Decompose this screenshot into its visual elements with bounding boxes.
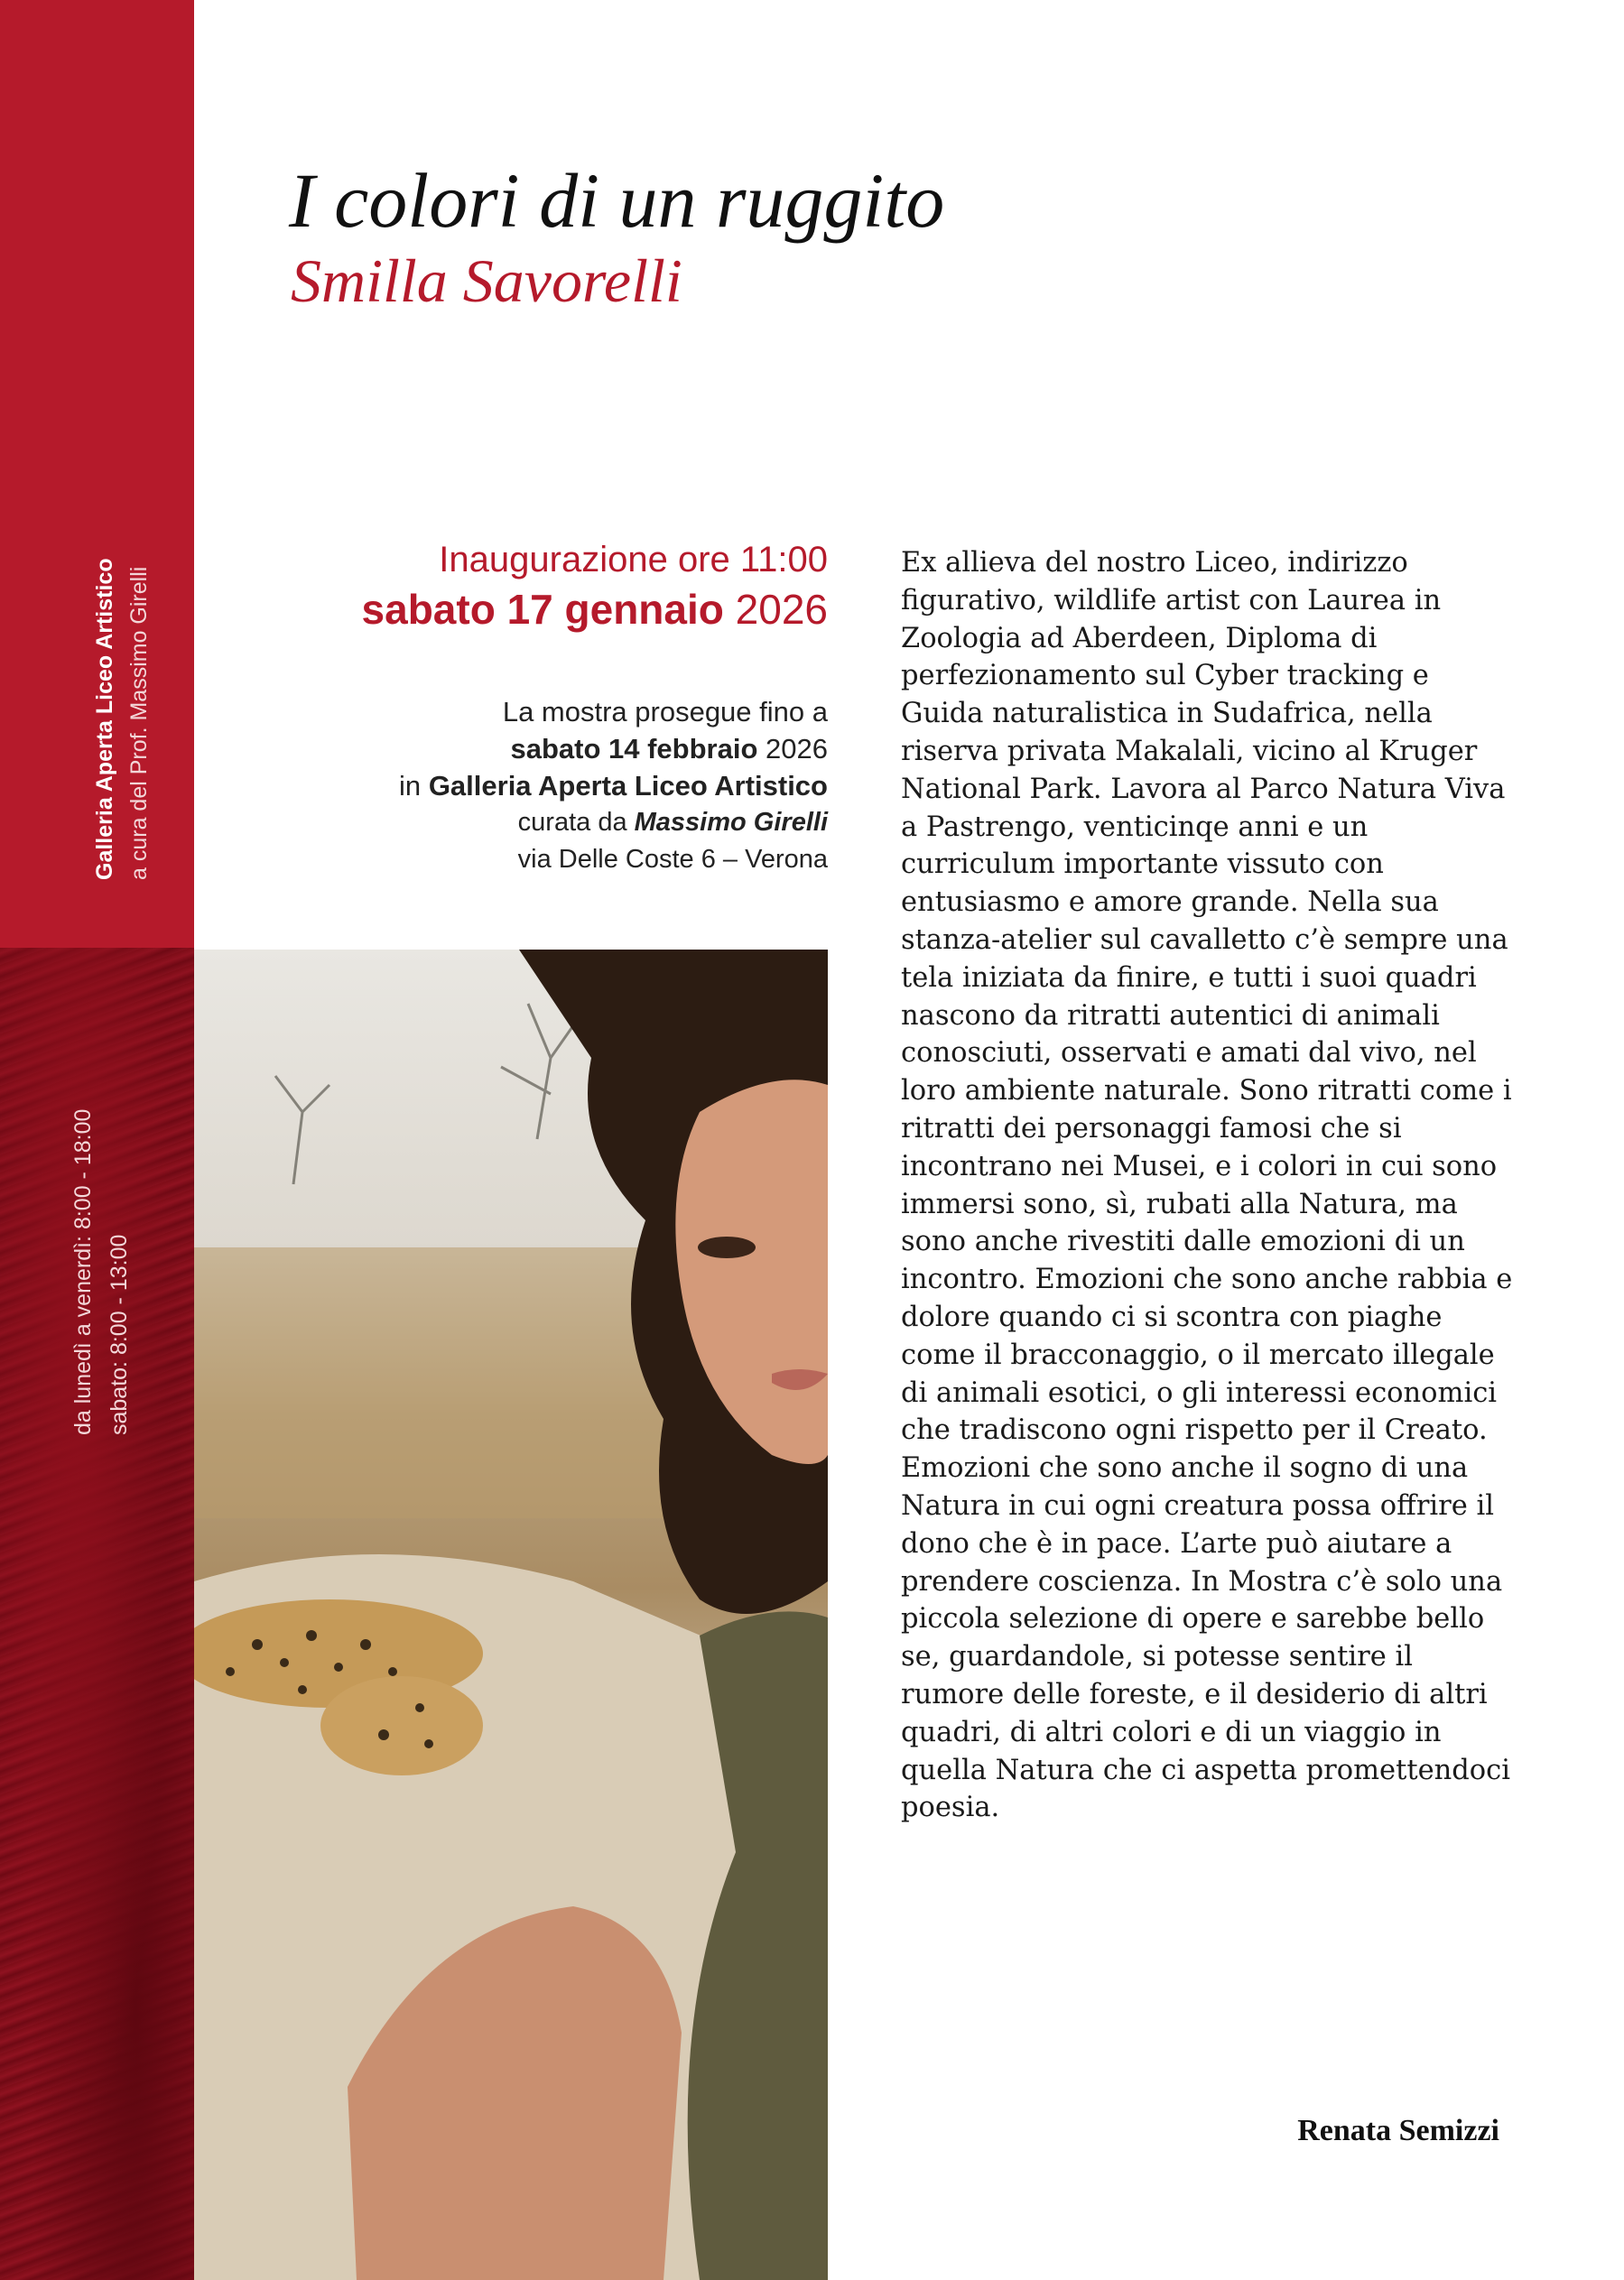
- closing-date: [510, 730, 828, 767]
- opening-time: Inaugurazione ore 11:00: [439, 540, 828, 579]
- continuation-intro: La mostra prosegue fino a: [502, 696, 828, 728]
- venue-line: [399, 767, 828, 804]
- venue-address: via Delle Coste 6 – Verona: [517, 845, 828, 874]
- opening-year: 2026: [735, 586, 828, 633]
- closing-year: 2026: [766, 733, 828, 765]
- closing-date-bold: sabato 14 febbraio: [510, 733, 758, 765]
- artist-name: Smilla Savorelli: [291, 246, 682, 315]
- author-signature: Renata Semizzi: [1297, 2114, 1499, 2147]
- artist-photo: [194, 950, 828, 2280]
- gallery-vertical-label: Galleria Aperta Liceo Artistico: [92, 558, 117, 880]
- opening-date-bold: sabato 17 gennaio: [361, 586, 724, 633]
- venue-name: Galleria Aperta Liceo Artistico: [428, 770, 828, 802]
- opening-date: [362, 585, 828, 634]
- opening-hours-weekdays: da lunedì a venerdì: 8:00 - 18:00: [70, 1108, 96, 1435]
- opening-hours-saturday: sabato: 8:00 - 13:00: [107, 1234, 132, 1435]
- curator-line: [518, 804, 828, 841]
- photo-illustration: [194, 950, 828, 2280]
- curator-vertical-label: a cura del Prof. Massimo Girelli: [126, 566, 152, 880]
- side-band-bottom-texture: [0, 948, 194, 2280]
- curator-name: Massimo Girelli: [634, 808, 828, 837]
- artist-biography: Ex allieva del nostro Liceo, indirizzo figurativo, wildlife artist con Laurea in Zoologia ad Aberdeen, Diploma di perfezionamento sul Cyber tracking e Guida naturalistica in Sudafrica, nella riserva privata Makalali, vicino al Kruger National Park. Lavora al Parco Natura Viva a Pastrengo, venticinqe anni e un curriculum importante vissuto con entusiasmo e amore grande. Nella sua stanza-atelier sul cavalletto c’è sempre una tela iniziata da finire, e tutti i suoi quadri nascono da ritratti autentici di animali conosciuti, osservati e amati dal vivo, nel loro ambiente naturale. Sono ritratti come i ritratti dei personaggi famosi che si incontrano nei Musei, e i colori in cui sono immersi sono, sì, rubati alla Natura, ma sono anche rivestiti dalle emozioni di un incontro. Emozioni che sono anche rabbia e dolore quando ci si scontra con piaghe come il bracconaggio, o il mercato illegale di animali esotici, o gli interessi economici che tradiscono ogni rispetto per il Creato. Emozioni che sono anche il sogno di una Natura in cui ogni creatura possa offrire il dono che è in pace. L’arte può aiutare a prendere coscienza. In Mostra c’è solo una piccola selezione di opere e sarebbe bello se, guardandole, si potesse sentire il rumore delle foreste, e il desiderio di altri quadri, di altri colori e di un viaggio in quella Natura che ci aspetta promettendoci poesia.: [901, 547, 1513, 1824]
- exhibition-title: I colori di un ruggito: [289, 157, 945, 244]
- curator-prefix: curata da: [517, 808, 627, 837]
- venue-prefix: in: [399, 770, 422, 802]
